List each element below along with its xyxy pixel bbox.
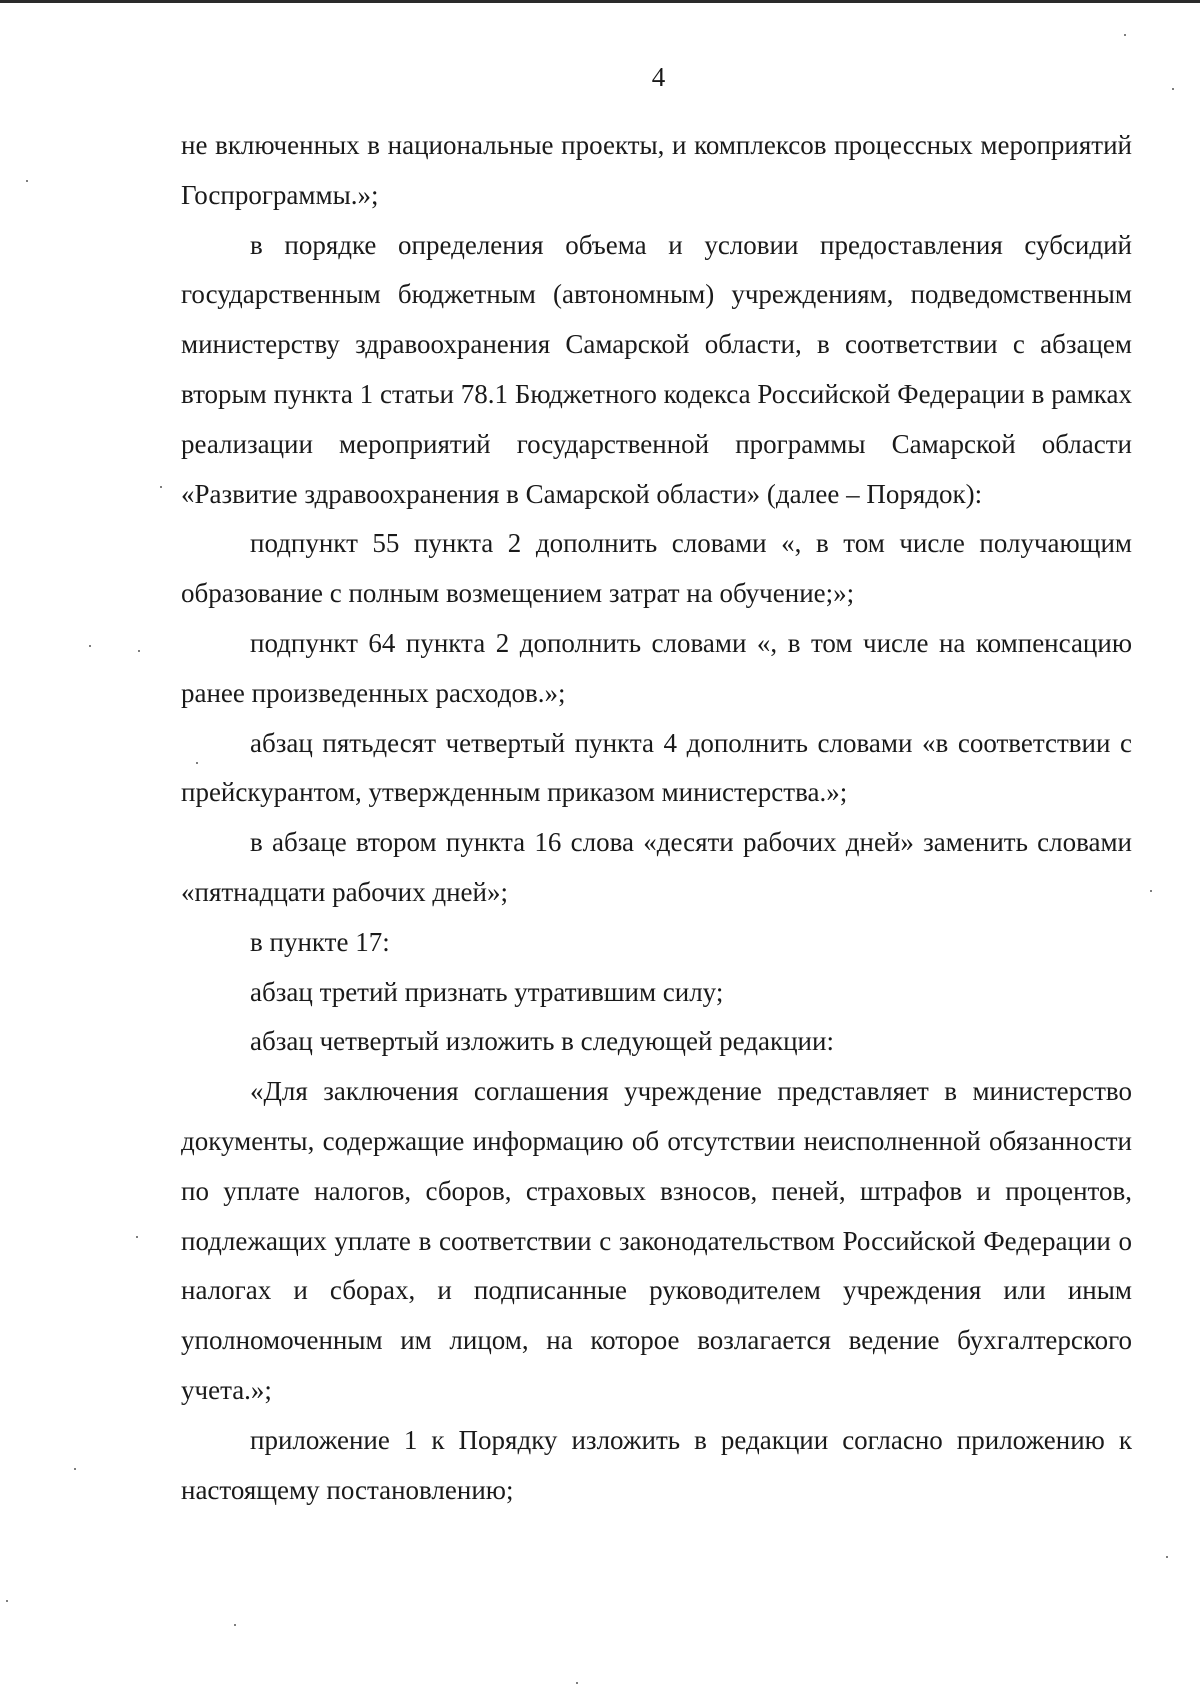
scan-speck bbox=[26, 180, 28, 182]
paragraph-point-16: в абзаце втором пункта 16 слова «десяти рабочих дней» заменить словами «пятнадцати рабочих дней»; bbox=[181, 827, 1132, 907]
paragraph-point-17: в пункте 17: bbox=[250, 926, 390, 957]
scan-speck bbox=[1172, 88, 1174, 90]
scan-speck bbox=[160, 486, 162, 488]
scan-speck bbox=[576, 1682, 578, 1684]
paragraph-abzac-54: абзац пятьдесят четвертый пункта 4 дополнить словами «в соответствии с прейскурантом, утвержденным приказом министерства.»; bbox=[181, 727, 1132, 808]
scan-speck bbox=[74, 1468, 76, 1470]
scan-speck bbox=[1166, 1556, 1168, 1558]
scan-speck bbox=[138, 650, 140, 652]
page-number: 4 bbox=[651, 62, 666, 92]
scan-speck bbox=[1124, 34, 1126, 36]
paragraph-subpoint-55: подпункт 55 пункта 2 дополнить словами «, в том числе получающим образование с полным возмещением затрат на обучение;»; bbox=[181, 528, 1132, 609]
document-body bbox=[181, 121, 1132, 1515]
paragraph-abzac-third: абзац третий признать утратившим силу; bbox=[250, 976, 724, 1007]
scan-speck bbox=[89, 645, 91, 647]
paragraph-new-wording: «Для заключения соглашения учреждение представляет в министерство документы, содержащие информацию об отсутствии неисполненной обязанности по уплате налогов, сборов, страховых взносов, пеней, штрафов и процентов, подлежащих уплате в соответствии с законодательством Российской Федерации о налогах и сборах, и подписанные руководителем учреждения или иным уполномоченным им лицом, на которое возлагается ведение бухгалтерского учета.»; bbox=[181, 1076, 1132, 1405]
paragraph-subpoint-64: подпункт 64 пункта 2 дополнить словами «, в том числе на компенсацию ранее произведенных расходов.»; bbox=[181, 627, 1132, 708]
scan-speck bbox=[136, 1236, 138, 1238]
top-rule bbox=[0, 0, 1200, 3]
paragraph-continuation: не включенных в национальные проекты, и комплексов процессных мероприятий Госпрограммы.»; bbox=[181, 130, 1132, 210]
scan-speck bbox=[6, 1600, 8, 1602]
paragraph-order-intro: в порядке определения объема и условии предоставления субсидий государственным бюджетным (автономным) учреждениям, подведомственным министерству здравоохранения Самарской области, в соответствии с абзацем вторым пункта 1 статьи 78.1 Бюджетного кодекса Российской Федерации в рамках реализации мероприятий государственной программы Самарской области «Развитие здравоохранения в Самарской области» (далее – Порядок): bbox=[181, 229, 1132, 509]
scan-speck bbox=[196, 762, 198, 764]
scan-speck bbox=[1150, 890, 1152, 892]
paragraph-appendix: приложение 1 к Порядку изложить в редакции согласно приложению к настоящему постановлению; bbox=[181, 1424, 1132, 1505]
paragraph-abzac-fourth: абзац четвертый изложить в следующей редакции: bbox=[250, 1026, 834, 1057]
scan-speck bbox=[234, 1624, 236, 1626]
